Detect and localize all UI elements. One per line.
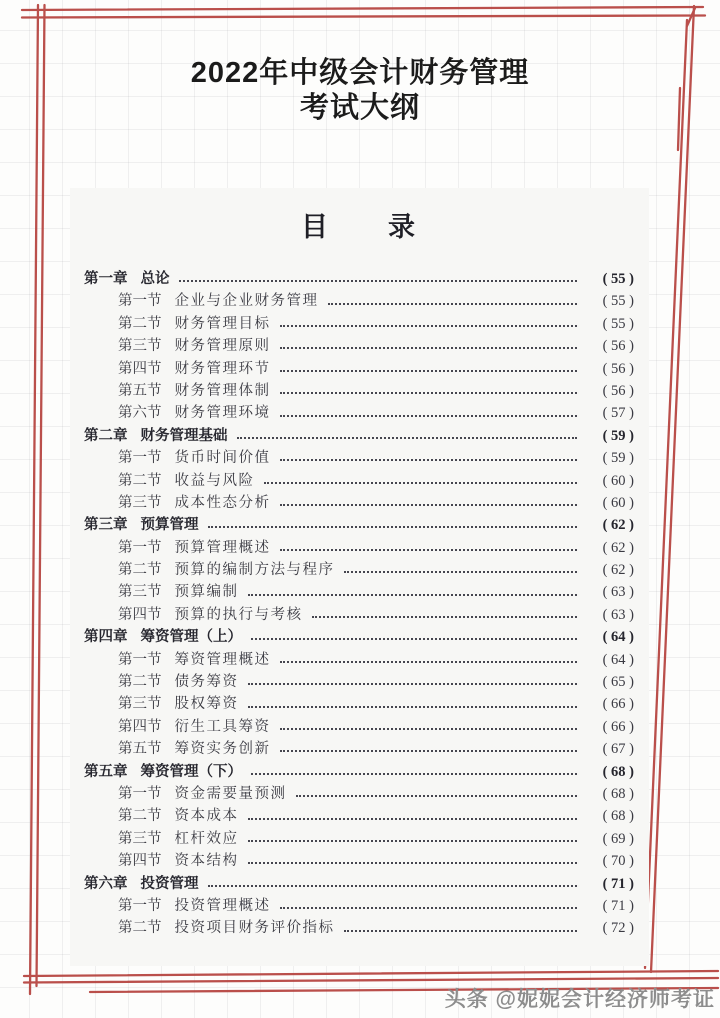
toc-heading: 目 录 — [301, 212, 417, 242]
toc-entry-title: 总论 — [140, 271, 170, 287]
toc-row-chapter — [84, 514, 634, 536]
toc-entry-number: 第三章 — [84, 517, 128, 534]
toc-row-section — [84, 850, 634, 872]
toc-entry-page: ( 63 ) — [602, 584, 634, 601]
toc-entry-page: ( 56 ) — [602, 360, 634, 377]
toc-entry-page: ( 56 ) — [602, 382, 634, 399]
toc-entry-number: 第二章 — [84, 427, 128, 444]
toc-entry-title: 筹资管理（上） — [140, 629, 242, 646]
toc-entry-page: ( 59 ) — [602, 450, 634, 467]
toc-row-section — [84, 358, 634, 380]
dot-leader — [248, 706, 578, 708]
toc-entry-title: 财务管理体制 — [174, 382, 271, 399]
toc-entry-number: 第五章 — [84, 763, 128, 780]
toc-entry-number: 第一节 — [118, 450, 162, 467]
toc-entry-page: ( 68 ) — [602, 808, 634, 825]
toc-entry-title: 股权筹资 — [174, 696, 239, 713]
dot-leader — [248, 683, 578, 685]
toc-row-chapter — [84, 425, 634, 447]
toc-entry-title: 筹资实务创新 — [174, 741, 271, 758]
toc-entry-title: 财务管理基础 — [140, 427, 228, 444]
toc-entry-number: 第四章 — [84, 629, 128, 646]
toc-entry-page: ( 63 ) — [602, 606, 634, 623]
toc-entry-page: ( 62 ) — [602, 517, 634, 534]
toc-entry-title: 财务管理环境 — [174, 405, 271, 422]
toc-entry-page: ( 66 ) — [602, 718, 634, 735]
toc-entry-page: ( 60 ) — [602, 472, 634, 489]
toc-entry-number: 第六章 — [84, 875, 128, 892]
dot-leader — [251, 638, 577, 640]
toc-row-section — [84, 716, 634, 738]
toc-entry-title: 预算的编制方法与程序 — [174, 562, 335, 579]
toc-entry-number: 第一节 — [118, 293, 162, 310]
toc-entry-title: 财务管理环节 — [174, 360, 271, 377]
toc-entry-number: 第五节 — [118, 741, 162, 758]
dot-leader — [280, 661, 578, 663]
dot-leader — [237, 437, 578, 439]
toc-row-section — [84, 447, 634, 469]
toc-entry-page: ( 64 ) — [602, 651, 634, 668]
toc-entry-title: 企业与企业财务管理 — [174, 293, 319, 310]
toc-entry-number: 第二节 — [118, 674, 162, 691]
toc-entry-title: 收益与风险 — [174, 472, 255, 489]
dot-leader — [208, 885, 578, 887]
dot-leader — [280, 750, 578, 752]
toc-entry-title: 预算的执行与考核 — [174, 606, 303, 623]
toc-entry-title: 筹资管理（下） — [140, 763, 242, 780]
dot-leader — [280, 549, 578, 551]
toc-entry-number: 第一节 — [118, 539, 162, 556]
toc-row-section — [84, 917, 634, 939]
toc-entry-title: 投资管理 — [140, 875, 199, 892]
toc-entry-page: ( 68 ) — [602, 785, 634, 802]
toc-row-chapter — [84, 268, 634, 290]
toc-row-section — [84, 581, 634, 603]
dot-leader — [280, 392, 578, 394]
dot-leader — [312, 616, 578, 618]
toc-entry-page: ( 67 ) — [602, 741, 634, 758]
toc-entry-page: ( 55 ) — [602, 271, 634, 287]
toc-entry-page: ( 55 ) — [602, 315, 634, 332]
toc-entry-title: 资本结构 — [174, 853, 239, 870]
dot-leader — [344, 930, 578, 932]
toc-row-section — [84, 604, 634, 626]
toc-row-section — [84, 290, 634, 312]
dot-leader — [280, 370, 578, 372]
document-title — [0, 56, 720, 126]
toc-entry-number: 第二节 — [118, 920, 162, 937]
toc-entry-page: ( 66 ) — [602, 696, 634, 713]
toc-entry-number: 第二节 — [118, 808, 162, 825]
toc-entry-number: 第三节 — [118, 696, 162, 713]
toc-entry-number: 第四节 — [118, 853, 162, 870]
toc-entry-page: ( 68 ) — [602, 763, 634, 780]
toc-entry-number: 第六节 — [118, 405, 162, 422]
toc-row-section — [84, 402, 634, 424]
toc-row-section — [84, 559, 634, 581]
dot-leader — [179, 280, 578, 282]
toc-entry-number: 第五节 — [118, 382, 162, 399]
toc-row-chapter — [84, 626, 634, 648]
toc-entry-page: ( 64 ) — [602, 629, 634, 646]
toc-entry-number: 第二节 — [118, 315, 162, 332]
toc-entry-page: ( 62 ) — [602, 539, 634, 556]
toc-entry-title: 预算管理概述 — [174, 539, 271, 556]
toc-entry-page: ( 62 ) — [602, 562, 634, 579]
toc-entry-number: 第一节 — [118, 897, 162, 914]
toc-entry-title: 债务筹资 — [174, 674, 239, 691]
toc-entry-number: 第四节 — [118, 360, 162, 377]
toc-row-section — [84, 693, 634, 715]
toc-entry-title: 投资项目财务评价指标 — [174, 920, 335, 937]
toc-entry-number: 第一节 — [118, 651, 162, 668]
toc-entry-number: 第二节 — [118, 472, 162, 489]
toc-entry-page: ( 69 ) — [602, 830, 634, 847]
toc-row-section — [84, 671, 634, 693]
toc-entry-title: 投资管理概述 — [174, 897, 271, 914]
dot-leader — [208, 526, 578, 528]
toc-entry-page: ( 71 ) — [602, 897, 634, 914]
toc-row-section — [84, 649, 634, 671]
toc-page — [70, 188, 649, 966]
toc-entry-page: ( 65 ) — [602, 674, 634, 691]
dot-leader — [296, 795, 578, 797]
toc-entry-title: 财务管理目标 — [174, 315, 271, 332]
document-title-line1: 2022年中级会计财务管理 — [190, 57, 530, 89]
toc-row-section — [84, 313, 634, 335]
dot-leader — [248, 818, 578, 820]
toc-entry-title: 资金需要量预测 — [174, 785, 287, 802]
toc-entry-number: 第二节 — [118, 562, 162, 579]
toc-entry-number: 第一章 — [84, 271, 128, 287]
toc-entry-number: 第三节 — [118, 494, 162, 511]
toc-entry-title: 预算管理 — [140, 517, 199, 534]
toc-entry-page: ( 70 ) — [602, 853, 634, 870]
toc-row-section — [84, 537, 634, 559]
toc-row-section — [84, 895, 634, 917]
dot-leader — [280, 728, 578, 730]
toc-entry-number: 第三节 — [118, 584, 162, 601]
toc-row-chapter — [84, 873, 634, 895]
dot-leader — [280, 459, 578, 461]
toc-entry-page: ( 72 ) — [602, 920, 634, 937]
toc-row-chapter — [84, 761, 634, 783]
toc-list — [84, 268, 634, 940]
toc-entry-page: ( 56 ) — [602, 338, 634, 355]
document-title-line2: 考试大纲 — [299, 92, 420, 124]
toc-entry-page: ( 57 ) — [602, 405, 634, 422]
dot-leader — [248, 862, 578, 864]
dot-leader — [280, 504, 578, 506]
toc-row-section — [84, 380, 634, 402]
toc-row-section — [84, 783, 634, 805]
dot-leader — [251, 773, 577, 775]
toc-row-section — [84, 805, 634, 827]
toc-entry-page: ( 71 ) — [602, 875, 634, 892]
dot-leader — [248, 840, 578, 842]
toc-row-section — [84, 470, 634, 492]
toc-row-section — [84, 828, 634, 850]
toc-entry-title: 财务管理原则 — [174, 338, 271, 355]
toc-entry-title: 衍生工具筹资 — [174, 718, 271, 735]
toc-row-section — [84, 335, 634, 357]
toc-entry-title: 筹资管理概述 — [174, 651, 271, 668]
toc-entry-number: 第四节 — [118, 606, 162, 623]
toc-row-section — [84, 492, 634, 514]
toc-entry-title: 资本成本 — [174, 808, 239, 825]
toc-entry-title: 货币时间价值 — [174, 450, 271, 467]
dot-leader — [248, 594, 578, 596]
toc-entry-page: ( 55 ) — [602, 293, 634, 310]
dot-leader — [264, 482, 578, 484]
dot-leader — [280, 415, 578, 417]
dot-leader — [280, 347, 578, 349]
dot-leader — [344, 571, 578, 573]
toc-entry-page: ( 60 ) — [602, 494, 634, 511]
toc-entry-number: 第一节 — [118, 785, 162, 802]
toc-row-section — [84, 738, 634, 760]
toc-entry-title: 预算编制 — [174, 584, 239, 601]
dot-leader — [328, 303, 578, 305]
watermark-text: 头条 @妮妮会计经济师考证 — [444, 988, 715, 1011]
toc-entry-number: 第三节 — [118, 338, 162, 355]
toc-entry-number: 第三节 — [118, 830, 162, 847]
toc-entry-title: 杠杆效应 — [174, 830, 239, 847]
toc-entry-number: 第四节 — [118, 718, 162, 735]
dot-leader — [280, 907, 578, 909]
toc-entry-page: ( 59 ) — [602, 427, 634, 444]
dot-leader — [280, 325, 578, 327]
toc-entry-title: 成本性态分析 — [174, 494, 271, 511]
